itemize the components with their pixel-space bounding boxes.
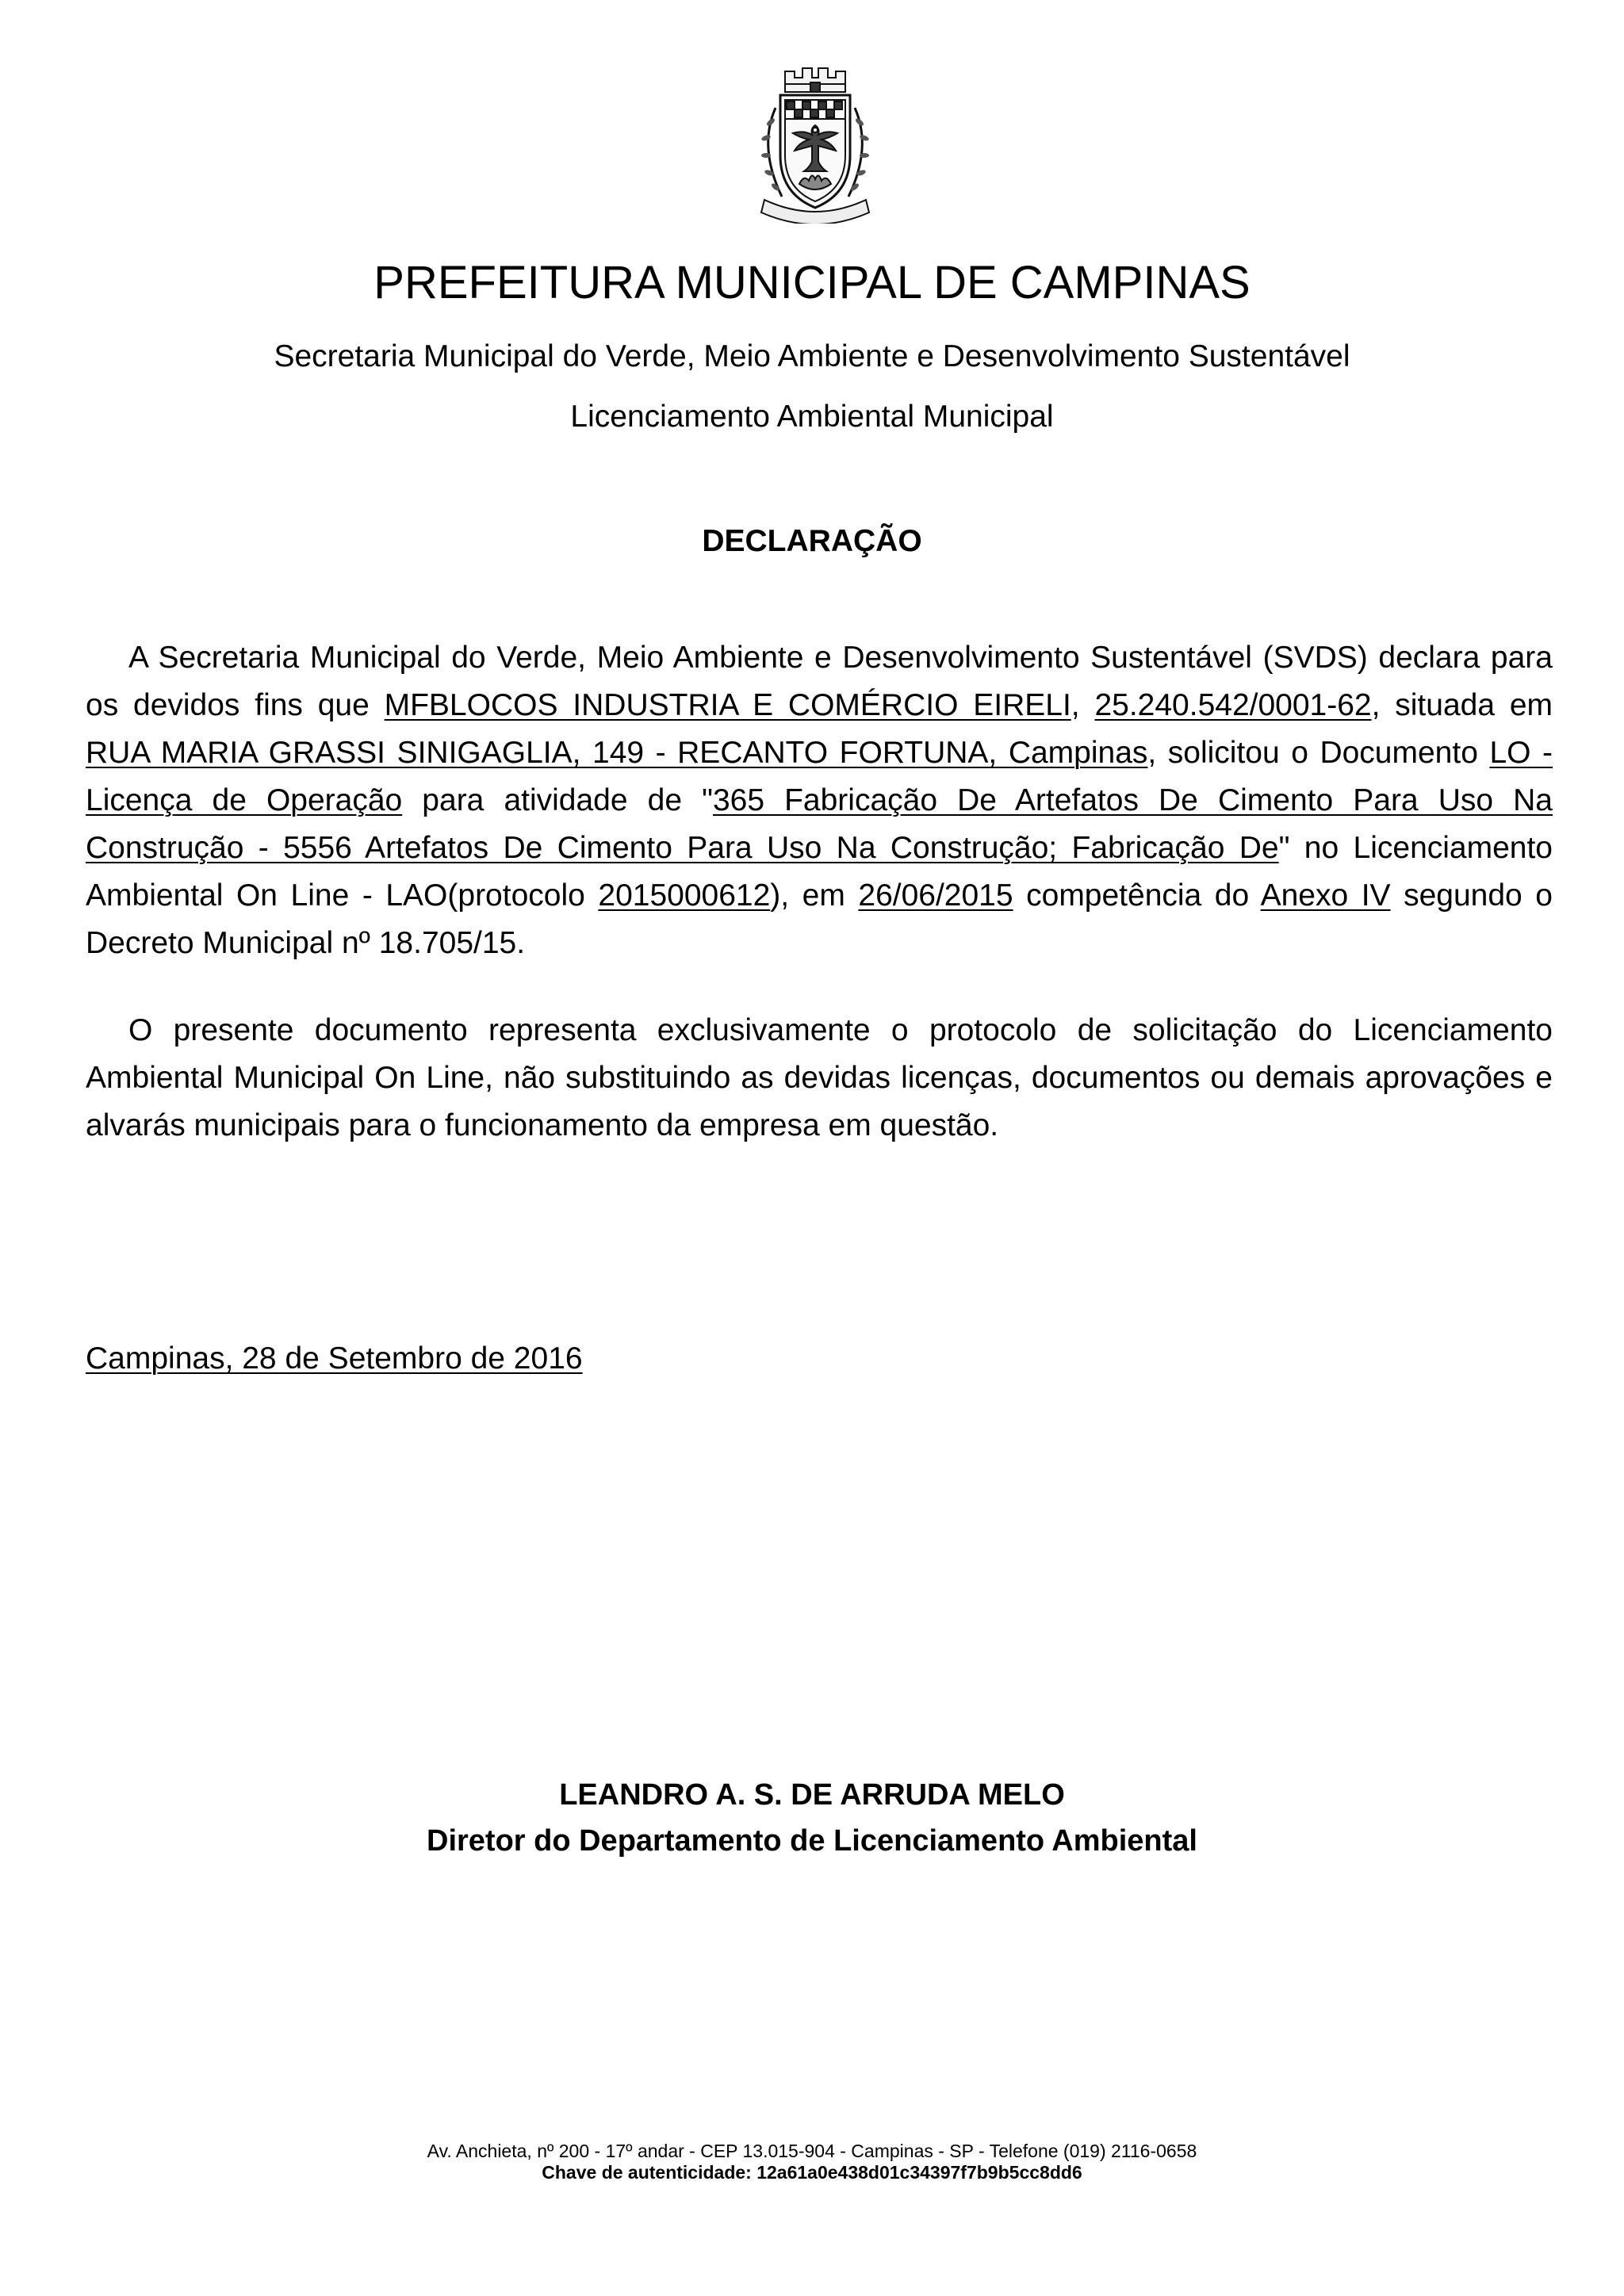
department-name: Secretaria Municipal do Verde, Meio Ambiente e Desenvolvimento Sustentável bbox=[274, 339, 1350, 373]
disclaimer-text: O presente documento representa exclusivamente o protocolo de solicitação do Licenciamento Ambiental Municipal On Line, não substituindo as devidas licenças, documentos ou demais aprovações e alvarás municipais para o funcionamento da empresa em questão. bbox=[86, 1013, 1553, 1142]
text-segment: , situada em bbox=[1371, 688, 1553, 722]
protocol-number: 2015000612 bbox=[598, 878, 771, 913]
signer-name: LEANDRO A. S. DE ARRUDA MELO bbox=[559, 1778, 1065, 1812]
text-segment: para atividade de " bbox=[402, 783, 713, 817]
text-segment: , bbox=[1071, 688, 1095, 722]
text-segment: A Secretaria Municipal do Verde, Meio Ambiente e Desenvolvimento Sustentável (SVDS) declara para os devidos fins que bbox=[86, 641, 1553, 722]
company-cnpj: 25.240.542/0001-62 bbox=[1094, 688, 1372, 722]
signer-role: Diretor do Departamento de Licenciamento Ambiental bbox=[427, 1824, 1197, 1858]
declaration-paragraph bbox=[86, 634, 1553, 967]
request-date: 26/06/2015 bbox=[858, 878, 1013, 913]
annex-reference: Anexo IV bbox=[1260, 878, 1391, 913]
division-name: Licenciamento Ambiental Municipal bbox=[570, 400, 1054, 434]
organization-title: PREFEITURA MUNICIPAL DE CAMPINAS bbox=[373, 257, 1251, 308]
company-address: RUA MARIA GRASSI SINIGAGLIA, 149 - RECANTO FORTUNA, Campinas bbox=[86, 736, 1148, 770]
text-segment: , solicitou o Documento bbox=[1147, 736, 1490, 770]
activity-description: 365 Fabricação De Artefatos De Cimento Para Uso Na Construção - 5556 Artefatos De Cimento Para Uso Na Construção; Fabricação De bbox=[86, 783, 1553, 865]
city-coat-of-arms-icon bbox=[736, 60, 894, 224]
disclaimer-paragraph bbox=[86, 1007, 1553, 1150]
document-title: DECLARAÇÃO bbox=[702, 524, 922, 558]
text-segment: ), em bbox=[770, 878, 859, 913]
text-segment: competência do bbox=[1013, 878, 1261, 913]
text-segment: segundo o Decreto Municipal nº 18.705/15. bbox=[86, 878, 1553, 960]
authenticity-key: Chave de autenticidade: 12a61a0e438d01c34397f7b9b5cc8dd6 bbox=[542, 2162, 1082, 2183]
text-segment: " no Licenciamento Ambiental On Line - LAO(protocolo bbox=[86, 831, 1553, 913]
footer-address: Av. Anchieta, nº 200 - 17º andar - CEP 13.015-904 - Campinas - SP - Telefone (019) 2116-0658 bbox=[427, 2141, 1197, 2161]
company-name: MFBLOCOS INDUSTRIA E COMÉRCIO EIRELI bbox=[384, 688, 1071, 722]
place-and-date: Campinas, 28 de Setembro de 2016 bbox=[86, 1341, 583, 1376]
document-type: LO - Licença de Operação bbox=[86, 736, 1553, 817]
